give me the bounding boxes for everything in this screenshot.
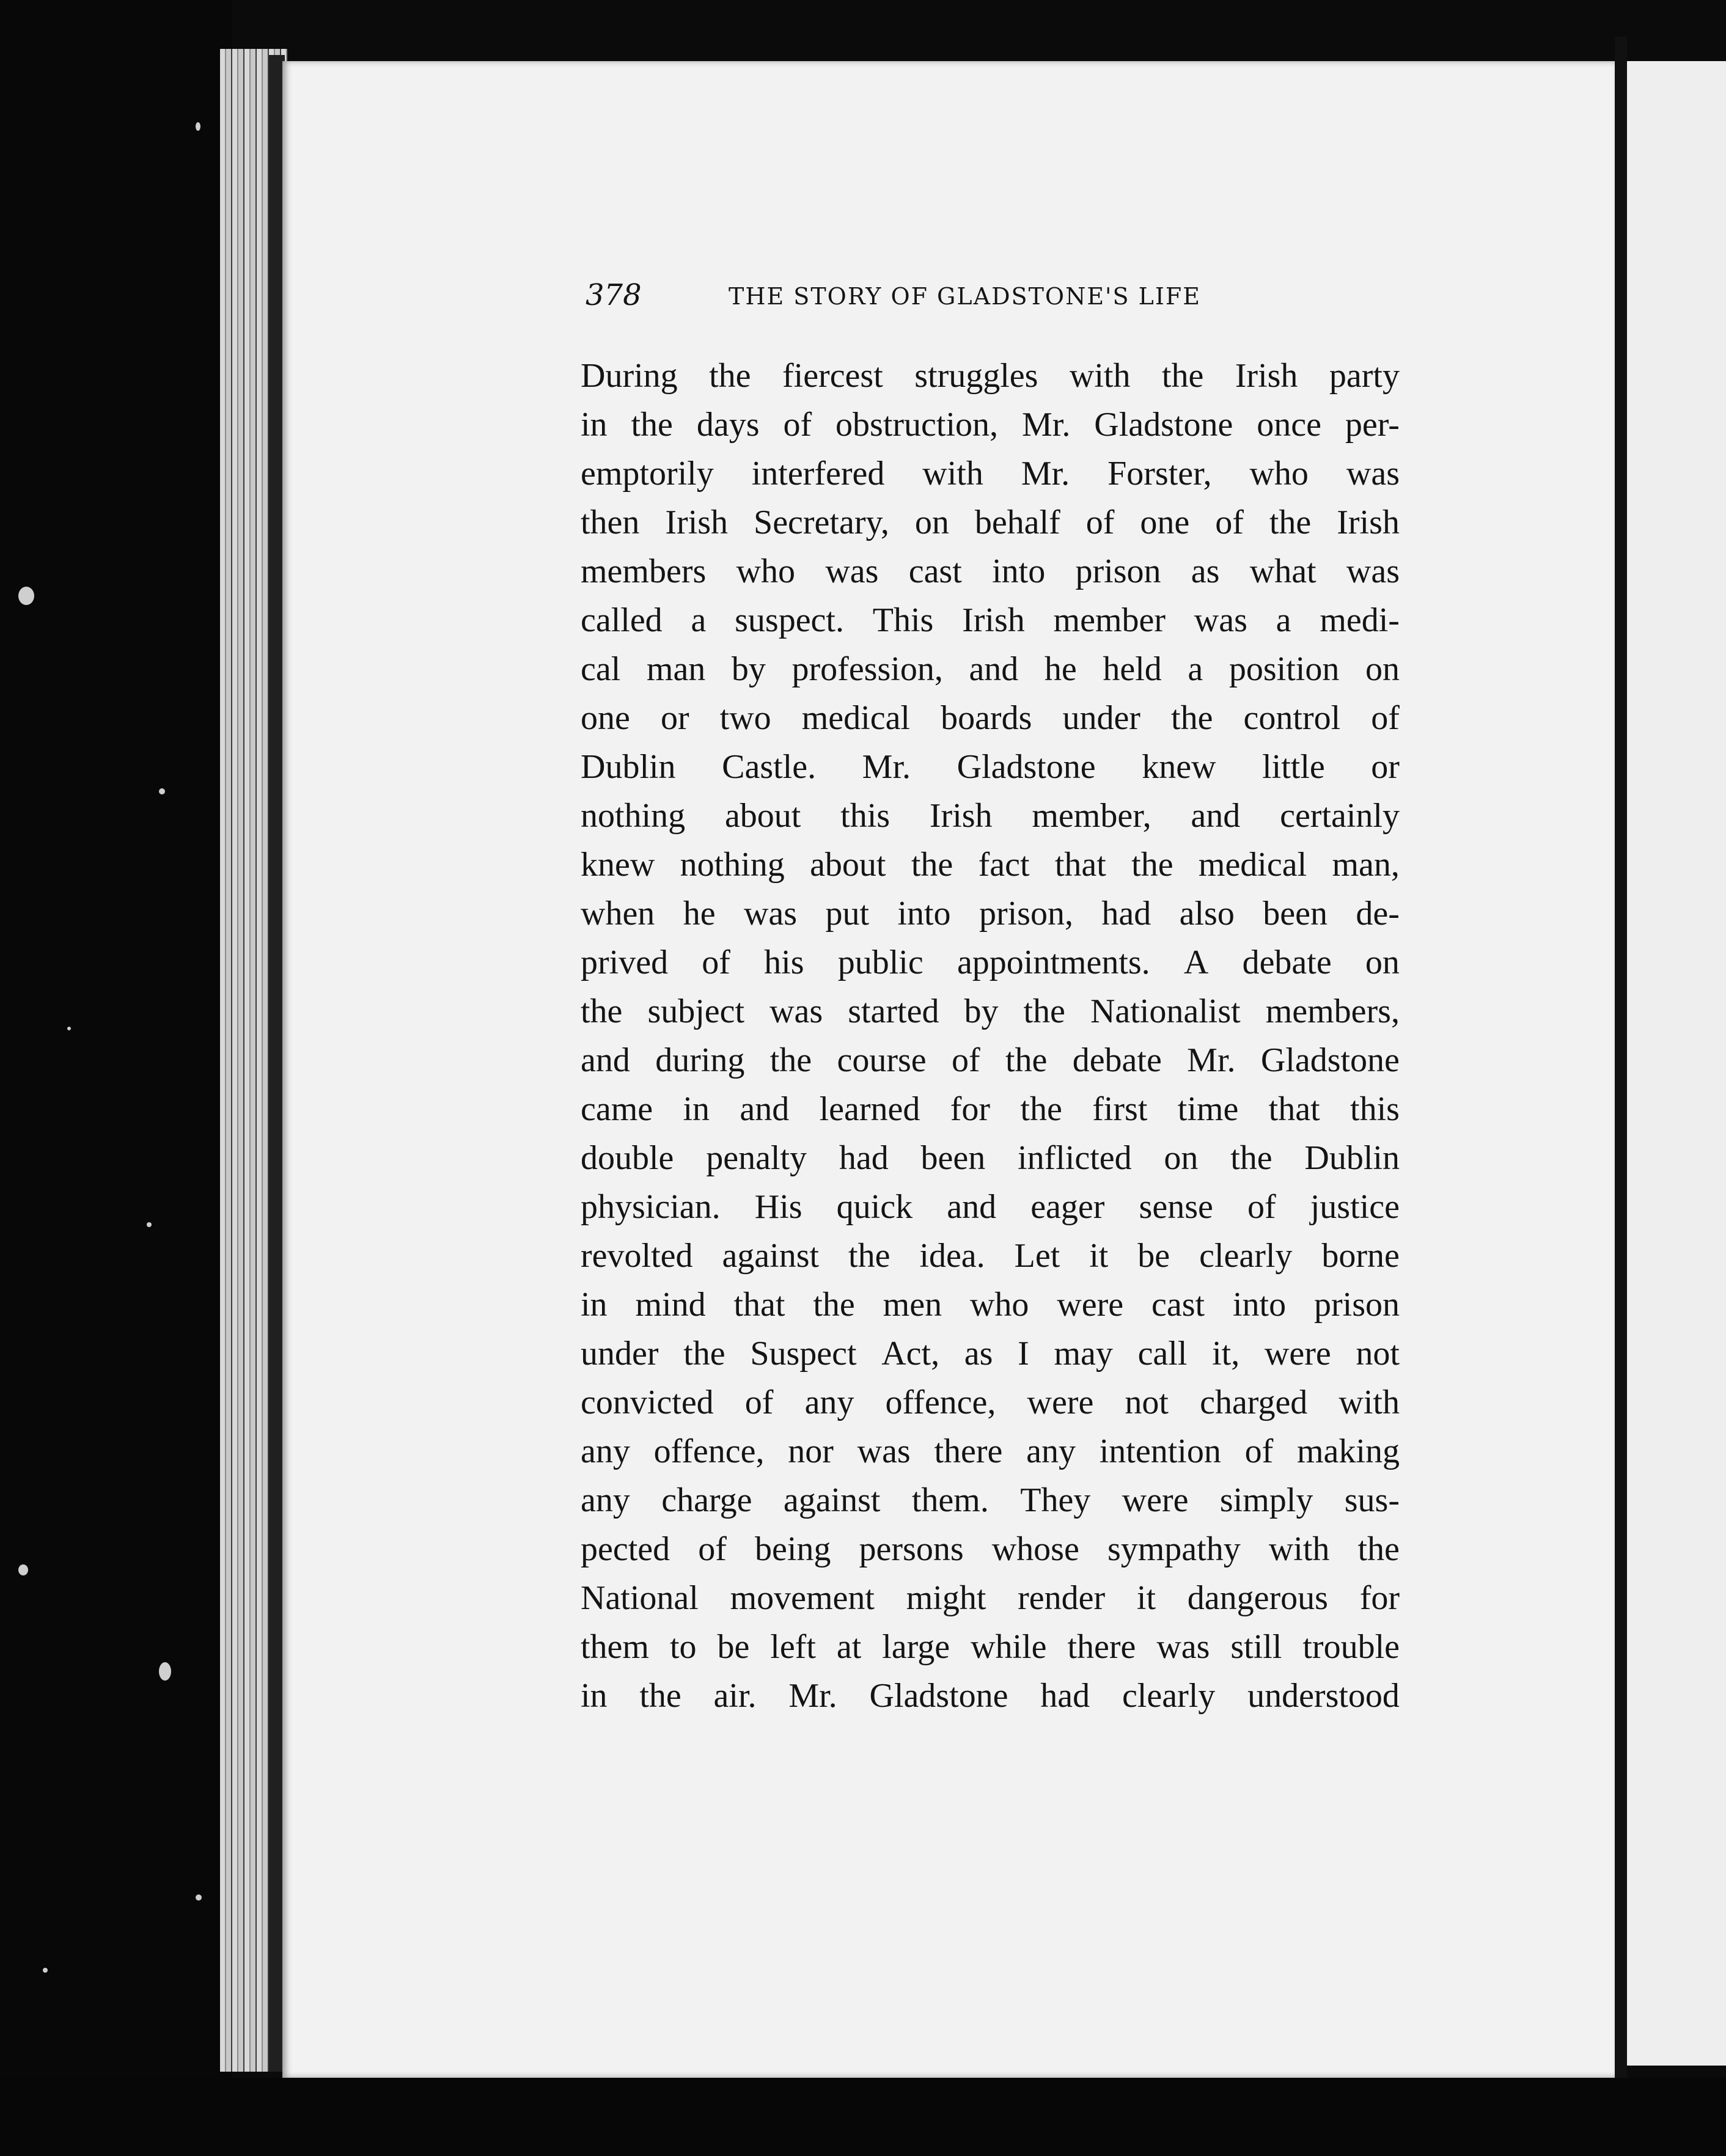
speck — [159, 788, 165, 794]
text-line: cal man by profession, and he held a position on — [581, 650, 1400, 688]
text-line: members who was cast into prison as what was — [581, 552, 1400, 590]
speck — [147, 1222, 152, 1227]
facing-page-edge — [1627, 61, 1726, 2066]
text-line: convicted of any offence, were not charged with — [581, 1384, 1400, 1421]
text-line: emptorily interfered with Mr. Forster, who was — [581, 455, 1400, 493]
text-line: any charge against them. They were simply sus- — [581, 1481, 1400, 1519]
running-head — [586, 278, 1258, 321]
text-line: prived of his public appointments. A debate on — [581, 944, 1400, 981]
text-line: National movement might render it dangerous for — [581, 1579, 1400, 1617]
page-number: 378 — [586, 278, 642, 312]
text-line: called a suspect. This Irish member was a medi- — [581, 601, 1400, 639]
text-line: During the fiercest struggles with the Irish party — [581, 357, 1400, 395]
text-line: came in and learned for the first time that this — [581, 1090, 1400, 1128]
text-line: in mind that the men who were cast into prison — [581, 1286, 1400, 1324]
text-line: knew nothing about the fact that the medical man, — [581, 846, 1400, 884]
spine — [1615, 37, 1627, 2090]
text-line: then Irish Secretary, on behalf of one of the Irish — [581, 504, 1400, 541]
text-line: and during the course of the debate Mr. Gladstone — [581, 1041, 1400, 1079]
speck — [67, 1027, 71, 1030]
text-line: any offence, nor was there any intention of making — [581, 1432, 1400, 1470]
text-line: pected of being persons whose sympathy with the — [581, 1530, 1400, 1568]
text-line: when he was put into prison, had also been de- — [581, 895, 1400, 933]
text-line: in the days of obstruction, Mr. Gladstone once per- — [581, 406, 1400, 444]
speck — [18, 587, 34, 605]
text-line: double penalty had been inflicted on the Dublin — [581, 1139, 1400, 1177]
running-title: THE STORY OF GLADSTONE'S LIFE — [729, 283, 1201, 310]
text-line: them to be left at large while there was still trouble — [581, 1628, 1400, 1666]
text-line: one or two medical boards under the control of — [581, 699, 1400, 737]
text-line: revolted against the idea. Let it be clearly borne — [581, 1237, 1400, 1275]
text-line: under the Suspect Act, as I may call it, were not — [581, 1335, 1400, 1373]
speck — [159, 1662, 171, 1681]
text-line: physician. His quick and eager sense of justice — [581, 1188, 1400, 1226]
bottom-background — [0, 2078, 1726, 2156]
text-line: Dublin Castle. Mr. Gladstone knew little or — [581, 748, 1400, 786]
text-line: in the air. Mr. Gladstone had clearly understood — [581, 1677, 1400, 1715]
speck — [196, 1894, 202, 1901]
speck — [196, 122, 200, 131]
text-line: nothing about this Irish member, and certainly — [581, 797, 1400, 835]
left-background — [0, 0, 232, 2156]
speck — [18, 1564, 28, 1575]
speck — [43, 1968, 48, 1973]
text-line: the subject was started by the Nationalist members, — [581, 992, 1400, 1030]
body-text — [581, 351, 1400, 1720]
